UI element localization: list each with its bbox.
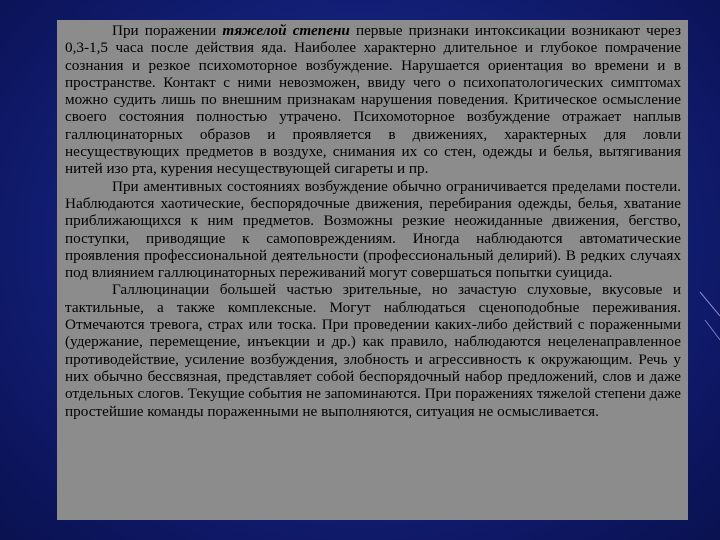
paragraph-3: Галлюцинации большей частью зрительные, но зачастую слуховые, вкусовые и тактильные, а также комплексные. Могут наблюдаться сценоподобные переживания. Отмечаются тревога, страх или тоска. При проведении каких-либо действий с пораженными (удержание, перемещение, инъекции и др.) как правило, наблюдаются нецеленаправленное противодействие, усиление возбуждения, злобность и агрессивность к окружающим. Речь у них обычно бессвязная, представляет собой беспорядочный набор предложений, слов и даже отдельных слогов. Текущие события не запоминаются. При поражениях тяжелой степени даже простейшие команды пораженными не выполняются, ситуация не осмысливается. [65,281,681,420]
paragraph-1-prefix: При поражении [112,22,223,39]
paragraph-1-emphasis: тяжелой степени [222,22,350,39]
diagonal-line-upper [700,292,720,316]
diagonal-line-lower [705,320,720,340]
paragraph-1-text: первые признаки интоксикации возникают через 0,3-1,5 часа после действия яда. Наиболее характерно длительное и глубокое помрачение сознания и резкое психомоторное возбуждение. Нарушается ориентация во времени и в пространстве. Контакт с ними невозможен, ввиду чего о психопатологических симптомах можно судить лишь по внешним признакам нарушения поведения. Критическое осмысление своего состояния полностью утрачено. Психомоторное возбуждение отражает наплыв галлюцинаторных образов и проявляется в движениях, характерных для ловли несуществующих предметов в воздухе, снимания их со стен, одежды и белья, вытягивания нитей изо рта, курения несуществующей сигареты и пр. [65,22,681,178]
body-text [65,22,681,420]
paragraph-1 [65,22,681,178]
text-box [57,20,688,520]
paragraph-2: При аментивных состояниях возбуждение обычно ограничивается пределами постели. Наблюдаются хаотические, беспорядочные движения, перебирания одежды, белья, хватание приближающихся к ним предметов. Возможны резкие неожиданные движения, бегство, поступки, приводящие к самоповреждениям. Иногда наблюдаются автоматические проявления профессиональной деятельности (профессиональный делирий). В редких случаях под влиянием галлюцинаторных переживаний могут совершаться попытки суицида. [65,177,681,282]
